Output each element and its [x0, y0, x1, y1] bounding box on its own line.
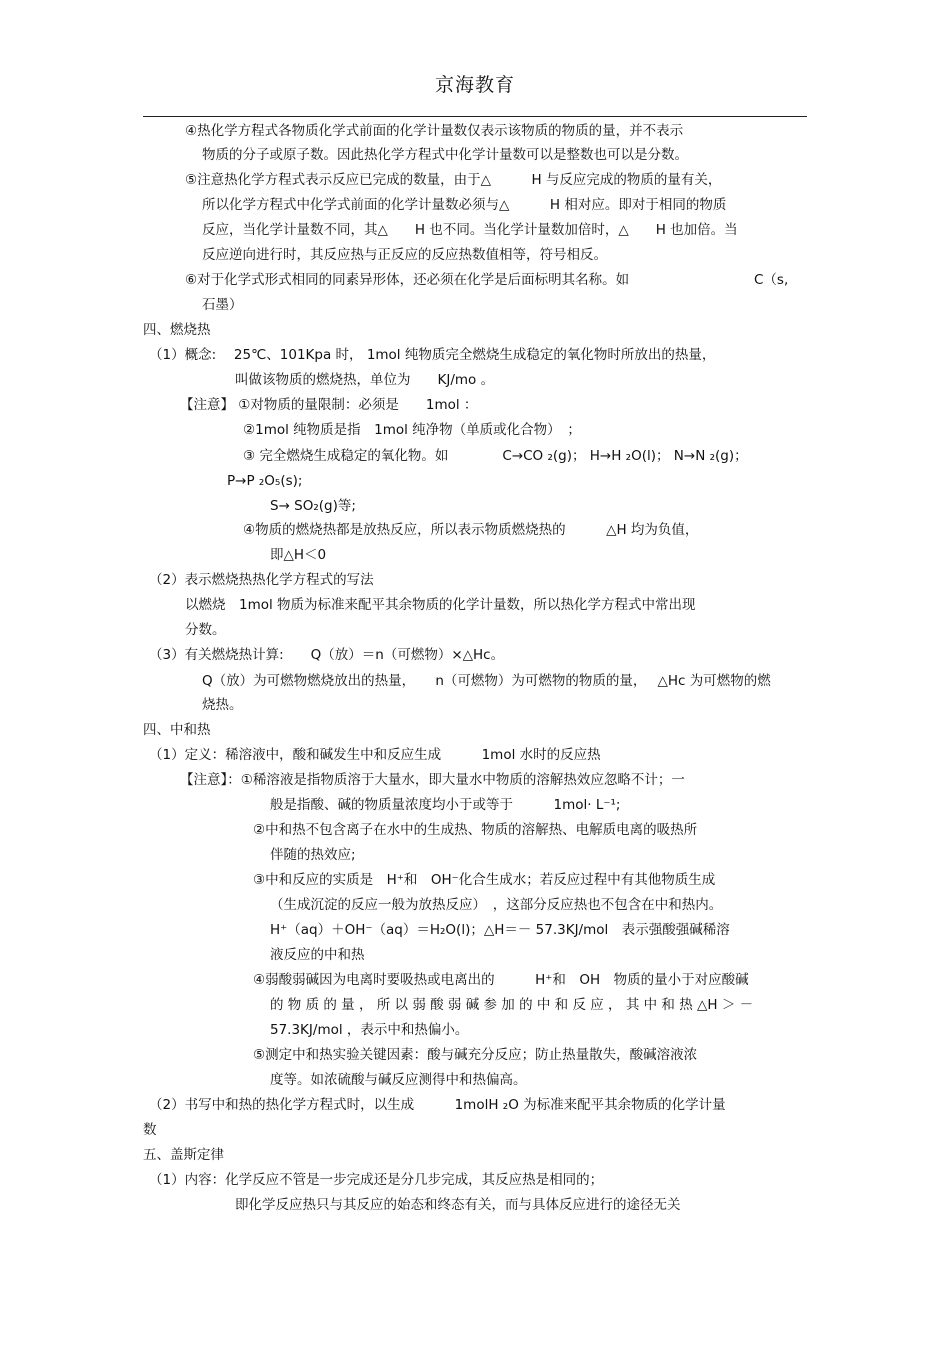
text-line: 烧热。: [202, 697, 243, 713]
text-line: 五、盖斯定律: [143, 1147, 224, 1163]
text-line: S→ SO₂(g)等;: [270, 498, 356, 514]
text-line: 四、燃烧热: [143, 322, 211, 338]
text-line: ③ 完全燃烧生成稳定的氧化物。如 C→CO ₂(g)； H→H ₂O(l)； N→N ₂(g)；: [243, 448, 748, 464]
text-line: 石墨）: [202, 297, 243, 313]
text-line: C（s,: [754, 272, 789, 288]
text-line: ⑥对于化学式形式相同的同素异形体，还必须在化学是后面标明其名称。如: [185, 272, 630, 288]
text-line: 57.3KJ/mol ，表示中和热偏小。: [270, 1022, 469, 1038]
text-line: （1）概念: 25℃、101Kpa 时， 1mol 纯物质完全燃烧生成稳定的氧化物时所放出的热量，: [149, 347, 716, 363]
text-line: Q（放）为可燃物燃烧放出的热量， n（可燃物）为可燃物的物质的量， △Hc 为可燃物的燃: [202, 673, 771, 689]
text-line: 【注意】：①稀溶液是指物质溶于大量水，即大量水中物质的溶解热效应忽略不计；一: [180, 772, 685, 788]
text-line: 即△H＜0: [270, 547, 327, 563]
text-line: H⁺（aq）＋OH⁻（aq）＝H₂O(l)；△H＝－ 57.3KJ/mol 表示强酸强碱稀溶: [270, 922, 730, 938]
text-line: 【注意】 ①对物质的量限制：必须是 1mol ：: [180, 397, 478, 413]
text-line: ⑤注意热化学方程式表示反应已完成的数量，由于△ H 与反应完成的物质的量有关，: [185, 172, 722, 188]
text-line: 反应，当化学计量数不同，其△ H 也不同。当化学计量数加倍时，△ H 也加倍。当: [202, 222, 738, 238]
text-line: 所以化学方程式中化学式前面的化学计量数必须与△ H 相对应。即对于相同的物质: [202, 197, 727, 213]
text-line: 叫做该物质的燃烧热，单位为 KJ/mo 。: [235, 372, 495, 388]
text-line: （1）内容：化学反应不管是一步完成还是分几步完成，其反应热是相同的；: [149, 1172, 604, 1188]
text-line: 即化学反应热只与其反应的始态和终态有关，而与具体反应进行的途径无关: [235, 1197, 681, 1213]
text-line: ④物质的燃烧热都是放热反应，所以表示物质燃烧热的 △H 均为负值，: [243, 522, 699, 538]
text-line: 物质的分子或原子数。因此热化学方程式中化学计量数可以是整数也可以是分数。: [202, 147, 688, 163]
text-line: 反应逆向进行时，其反应热与正反应的反应热数值相等，符号相反。: [202, 247, 607, 263]
text-line: 的 物 质 的 量 ， 所 以 弱 酸 弱 碱 参 加 的 中 和 反 应 ， 其 中 和 热 △H ＞ －: [270, 997, 754, 1013]
text-line: ④热化学方程式各物质化学式前面的化学计量数仅表示该物质的物质的量，并不表示: [185, 123, 684, 139]
text-line: 伴随的热效应;: [270, 847, 356, 863]
text-line: 度等。如浓硫酸与碱反应测得中和热偏高。: [270, 1072, 527, 1088]
text-line: （3）有关燃烧热计算: Q（放）＝n（可燃物）×△Hc。: [149, 647, 505, 663]
text-line: P→P ₂O₅(s);: [227, 473, 303, 489]
text-line: ④弱酸弱碱因为电离时要吸热或电离出的 H⁺和 OH 物质的量小于对应酸碱: [253, 972, 749, 988]
text-line: （生成沉淀的反应一般为放热反应） ，这部分反应热也不包含在中和热内。: [270, 897, 723, 913]
page-header-title: 京海教育: [434, 74, 515, 96]
text-line: 液反应的中和热: [270, 947, 365, 963]
text-line: 以燃烧 1mol 物质为标准来配平其余物质的化学计量数，所以热化学方程式中常出现: [185, 597, 696, 613]
text-line: （2）书写中和热的热化学方程式时，以生成 1molH ₂O 为标准来配平其余物质的化学计量: [149, 1097, 726, 1113]
text-line: （2）表示燃烧热热化学方程式的写法: [149, 572, 374, 588]
header-rule: [143, 116, 807, 117]
text-line: 四、中和热: [143, 722, 211, 738]
text-line: ②1mol 纯物质是指 1mol 纯净物（单质或化合物） ；: [243, 422, 581, 438]
text-line: 数: [143, 1122, 157, 1138]
text-line: ⑤测定中和热实验关键因素：酸与碱充分反应；防止热量散失，酸碱溶液浓: [253, 1047, 698, 1063]
text-line: 般是指酸、碱的物质量浓度均小于或等于 1mol· L⁻¹;: [270, 797, 621, 813]
text-line: ③中和反应的实质是 H⁺和 OH⁻化合生成水；若反应过程中有其他物质生成: [253, 872, 716, 888]
text-line: （1）定义：稀溶液中，酸和碱发生中和反应生成 1mol 水时的反应热: [149, 747, 601, 763]
text-line: ②中和热不包含离子在水中的生成热、物质的溶解热、电解质电离的吸热所: [253, 822, 698, 838]
text-line: 分数。: [185, 622, 226, 638]
